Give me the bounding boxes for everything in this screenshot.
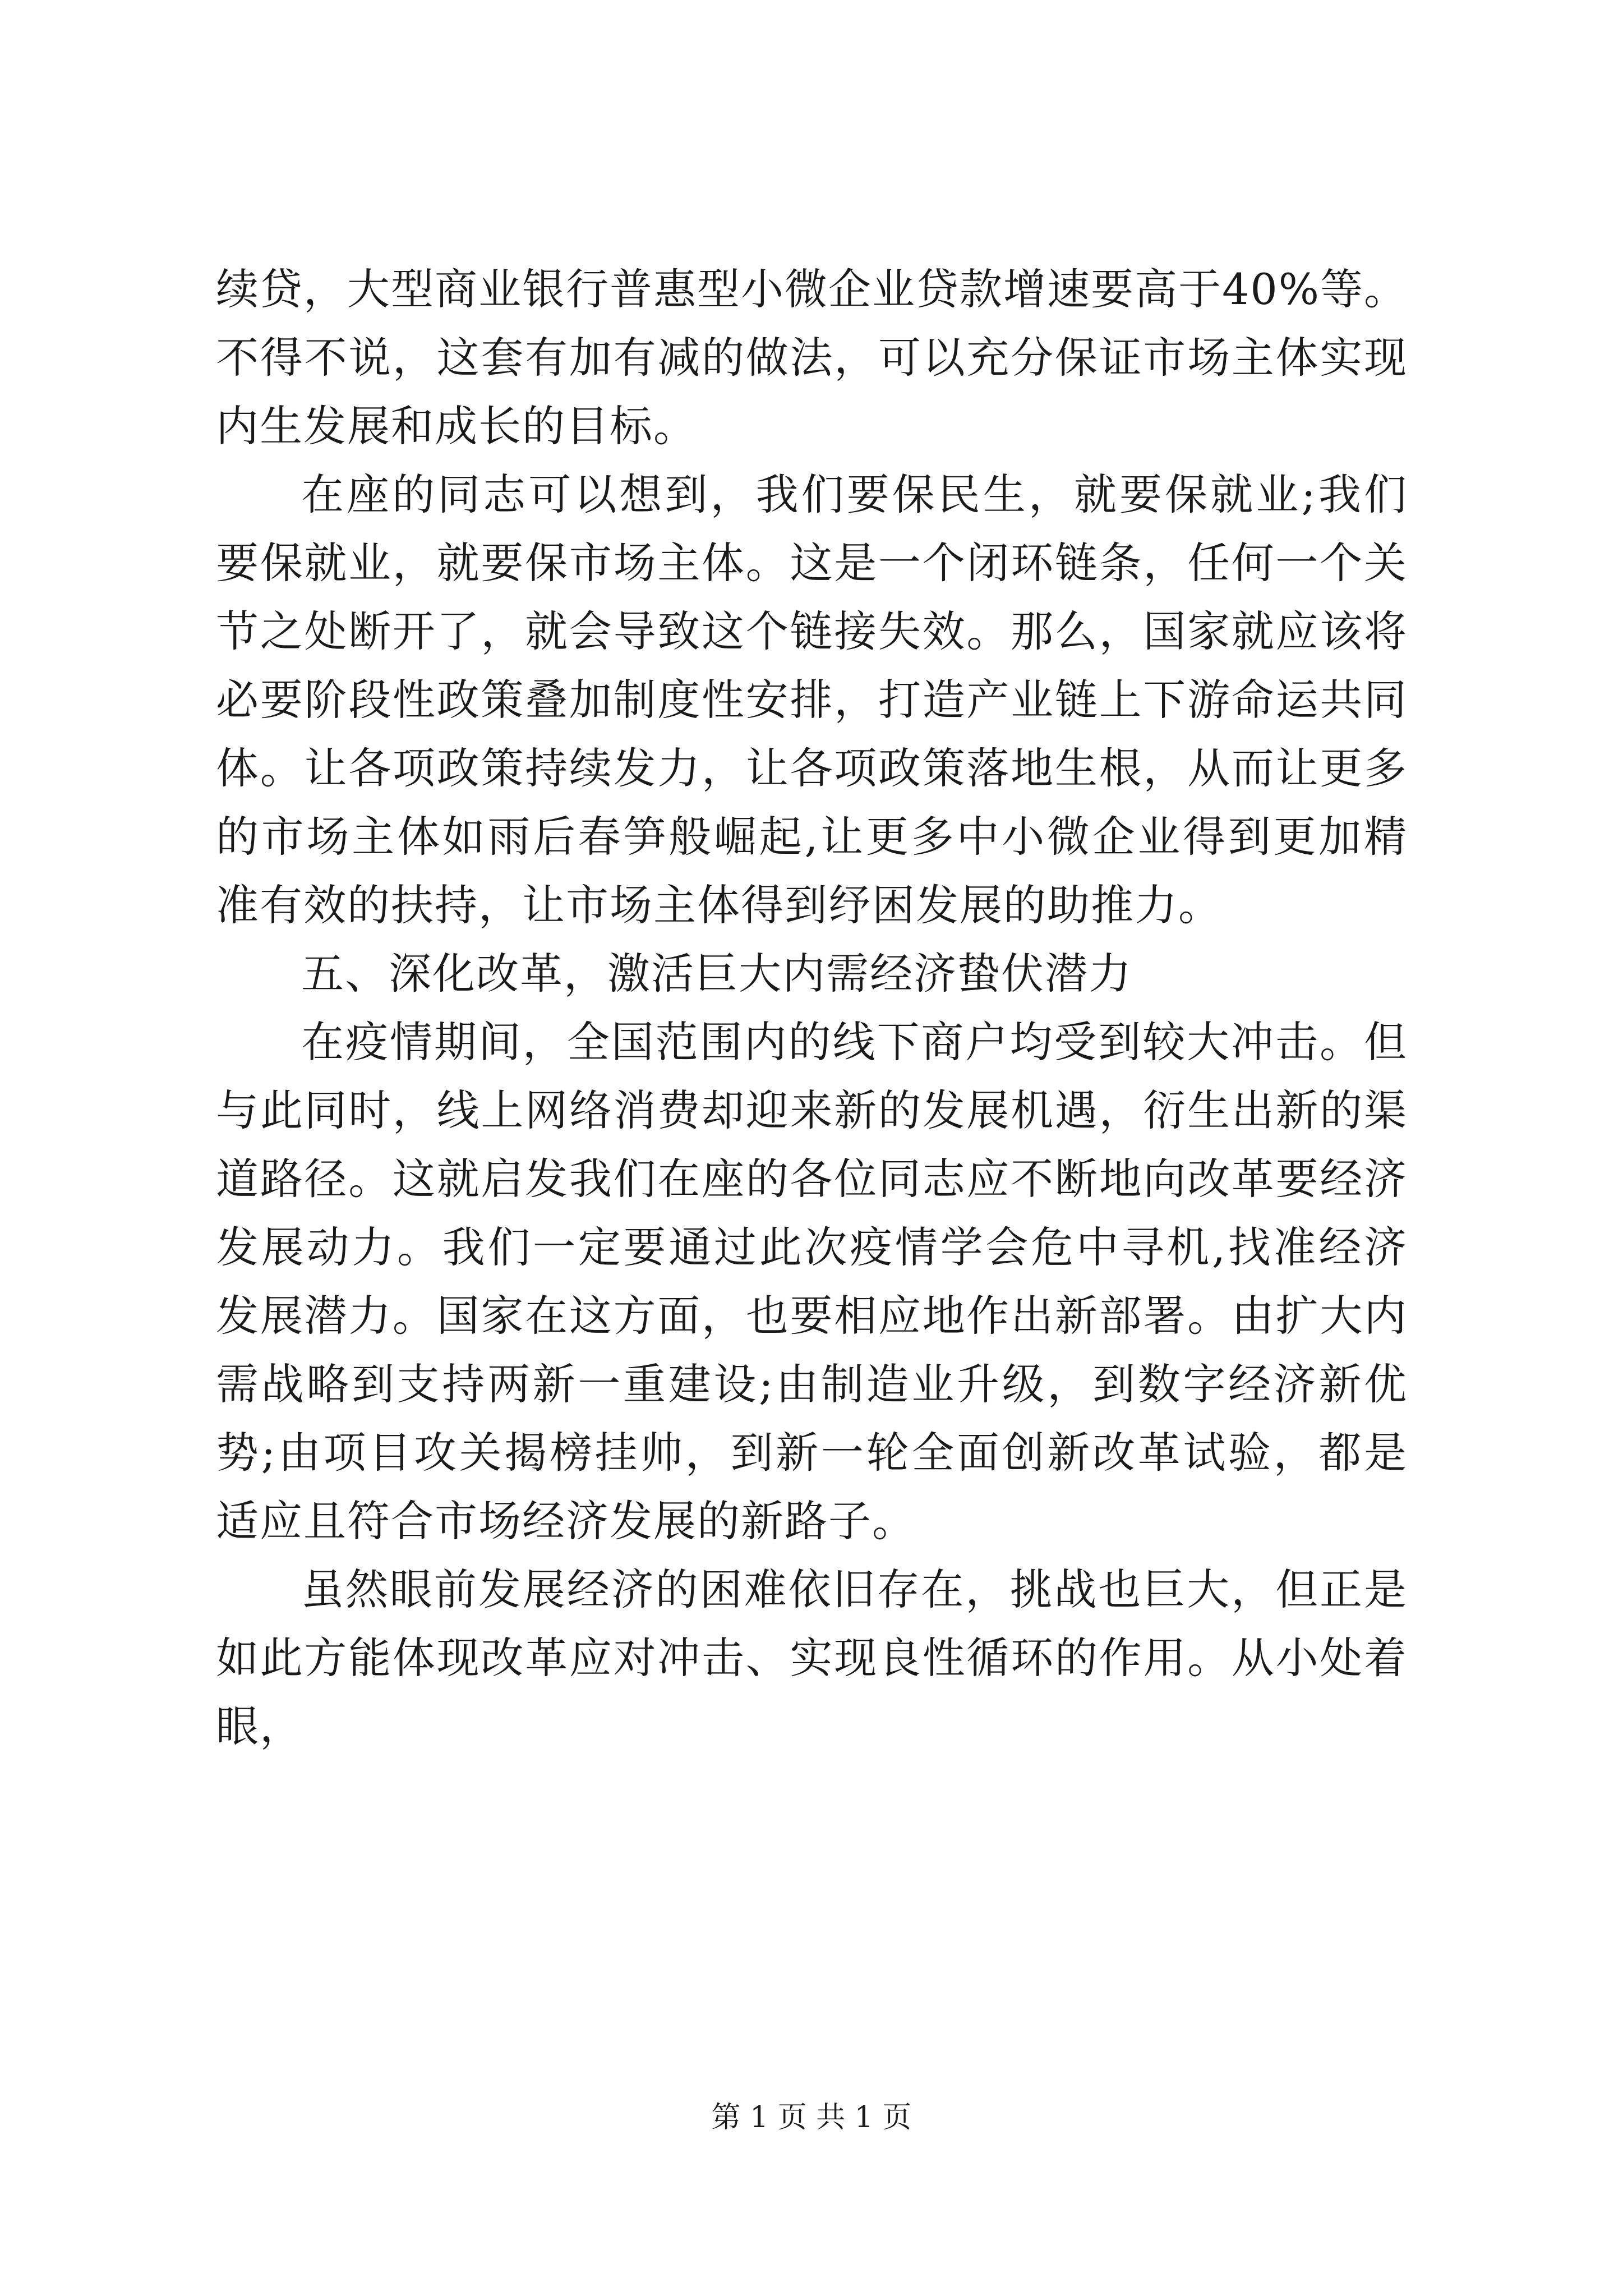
document-body	[216, 255, 1408, 1761]
section-heading: 五、深化改革，激活巨大内需经济蛰伏潜力	[301, 949, 1132, 999]
page-footer: 第 1 页 共 1 页	[711, 2101, 912, 2134]
paragraph-continued: 续贷，大型商业银行普惠型小微企业贷款增速要高于40%等。不得不说，这套有加有减的做法，可以充分保证市场主体实现内生发展和成长的目标。	[216, 264, 1408, 451]
paragraph: 在座的同志可以想到，我们要保民生，就要保就业;我们要保就业，就要保市场主体。这是一个闭环链条，任何一个关节之处断开了，就会导致这个链接失效。那么，国家就应该将必要阶段性政策叠加制度性安排，打造产业链上下游命运共同体。让各项政策持续发力，让各项政策落地生根，从而让更多的市场主体如雨后春笋般崛起,让更多中小微企业得到更加精准有效的扶持，让市场主体得到纾困发展的助推力。	[216, 470, 1408, 930]
paragraph: 在疫情期间，全国范围内的线下商户均受到较大冲击。但与此同时，线上网络消费却迎来新的发展机遇，衍生出新的渠道路径。这就启发我们在座的各位同志应不断地向改革要经济发展动力。我们一定要通过此次疫情学会危中寻机,找准经济发展潜力。国家在这方面，也要相应地作出新部署。由扩大内需战略到支持两新一重建设;由制造业升级，到数字经济新优势;由项目攻关揭榜挂帅，到新一轮全面创新改革试验，都是适应且符合市场经济发展的新路子。	[216, 1017, 1408, 1546]
paragraph: 虽然眼前发展经济的困难依旧存在，挑战也巨大，但正是如此方能体现改革应对冲击、实现良性循环的作用。从小处着眼，	[216, 1565, 1408, 1751]
